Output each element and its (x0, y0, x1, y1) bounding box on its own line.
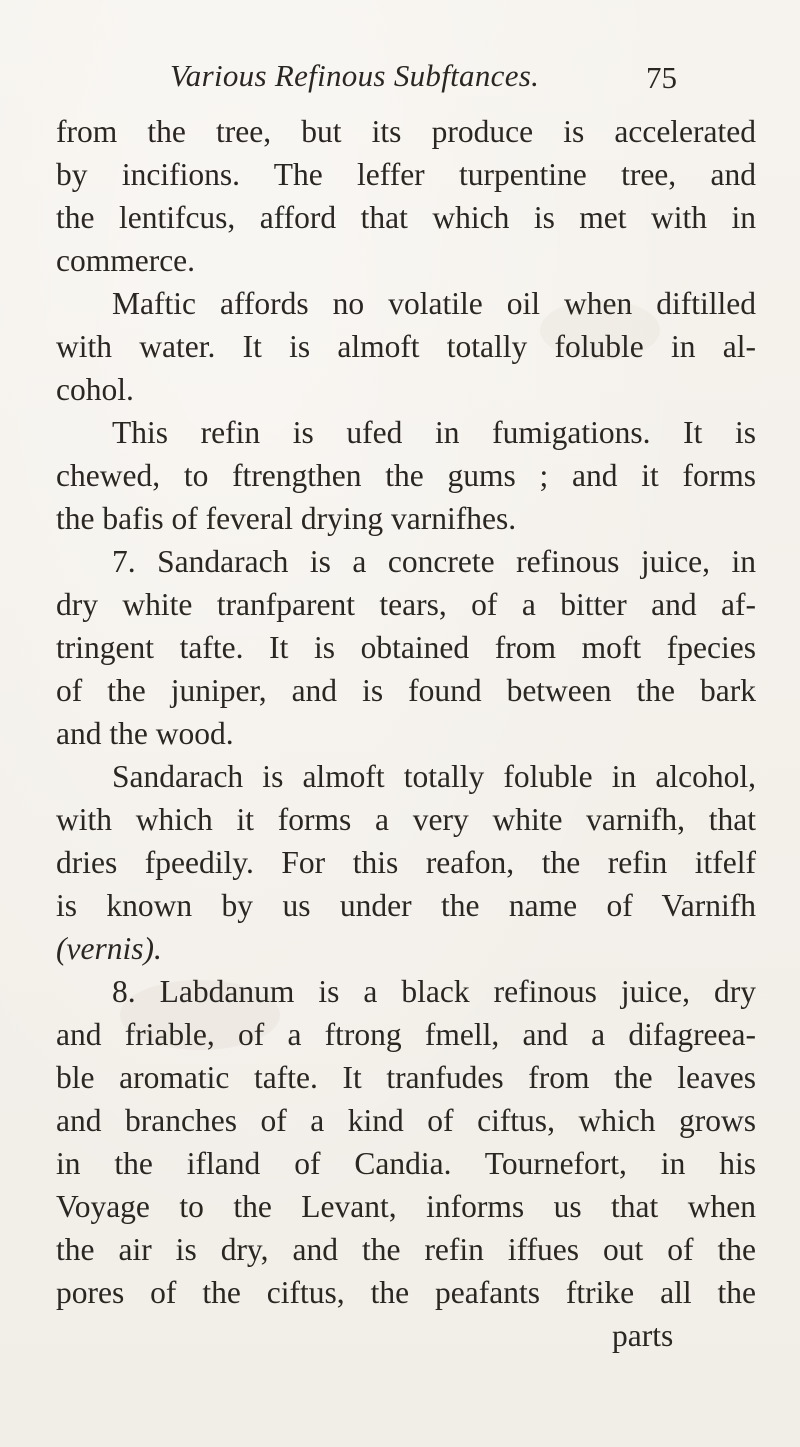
text-line: Sandarach is almoft totally foluble in alcohol, (112, 759, 756, 794)
text-line: This refin is ufed in fumigations. It is (112, 415, 756, 450)
running-head: Various Refinous Subftances. (170, 58, 540, 93)
catchword: parts (612, 1318, 674, 1353)
text-line: is known by us under the name of Varnifh (56, 888, 756, 923)
text-line: from the tree, but its produce is accelerated (56, 114, 756, 149)
text-line: of the juniper, and is found between the bark (56, 673, 756, 708)
text-line: tringent tafte. It is obtained from moft fpecies (56, 630, 756, 665)
text-line: and the wood. (56, 716, 234, 751)
text-line: with water. It is almoft totally foluble in al- (56, 329, 756, 364)
text-line: 7. Sandarach is a concrete refinous juice, in (112, 544, 756, 579)
text-line: chewed, to ftrengthen the gums ; and it forms (56, 458, 756, 493)
text-line: and branches of a kind of ciftus, which grows (56, 1103, 756, 1138)
text-line: 8. Labdanum is a black refinous juice, dry (112, 974, 756, 1009)
text-line: pores of the ciftus, the peafants ftrike all the (56, 1275, 756, 1310)
text-line: commerce. (56, 243, 196, 278)
text-line: by incifions. The leffer turpentine tree, and (56, 157, 756, 192)
text-line: Voyage to the Levant, informs us that when (56, 1189, 756, 1224)
text-line: dries fpeedily. For this reafon, the refin itfelf (56, 845, 756, 880)
page-header (170, 58, 770, 108)
text-line: Maftic affords no volatile oil when diftilled (112, 286, 756, 321)
text-line: dry white tranfparent tears, of a bitter and af- (56, 587, 756, 622)
text-line: cohol. (56, 372, 134, 407)
text-line: with which it forms a very white varnifh, that (56, 802, 756, 837)
page-number: 75 (646, 60, 677, 95)
text-line: (vernis). (56, 931, 162, 966)
text-line: the lentifcus, afford that which is met with in (56, 200, 756, 235)
text-line: in the ifland of Candia. Tournefort, in his (56, 1146, 756, 1181)
text-line: and friable, of a ftrong fmell, and a difagreea- (56, 1017, 756, 1052)
text-line: the air is dry, and the refin iffues out of the (56, 1232, 756, 1267)
text-line: ble aromatic tafte. It tranfudes from the leaves (56, 1060, 756, 1095)
text-line: the bafis of feveral drying varnifhes. (56, 501, 517, 536)
